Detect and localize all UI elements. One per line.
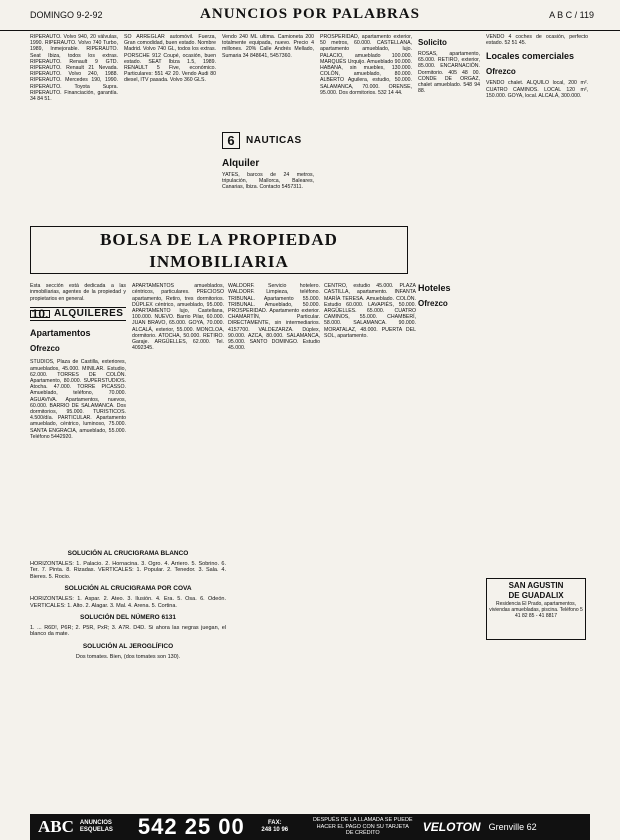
solicito-heading: Solicito [418,38,447,47]
ad-text: Vendo 240 ML ultima. Camioneta 200 totalmente equipada, nuevo. Precio 4 millones. 20% Calle Andrés Mellado, Sumaria 34 848641, 5457360. [222,34,314,59]
section-number: 6 [222,132,240,149]
classified-column [418,278,480,738]
locales-heading: Locales comerciales [486,51,575,62]
ad-text: CENTRO, estudio 45.000. PLAZA CASTILLA, apartamento. INFANTA MARÍA TERESA. Amueblado. COLÓN. Estudio 60.000. LAVAPIÉS, 50.000. ARGÜELLES. 65.000. CUATRO CAMINOS, 55.000. CHAMBERÍ, 58.000. SALAMANCA. 90.000. MORATALAZ, 48.000. PUERTA DEL SOL, apartamento. [324,283,416,339]
alquiler-heading: Alquiler [222,158,260,169]
solution-text: HORIZONTALES: 1. Aspar. 2. Ateo. 3. Ilusión. 4. Era. 5. Osa. 6. Odeón. VERTICALES: 1. Alto. 2. Alagar. 3. Mal. 4. Arena. 5. Cortina. [30,595,226,609]
footer-banner [30,814,590,840]
ad-text: RIPERAUTO. Volvo 940, 20 válvulas, 1990. RIPERAUTO. Volvo 740 Turbo, 1989, Inmejorable. RIPERAUTO. Seat Ibiza, todos los extras. RIPERAUTO. Renault 9 GTD. RIPERAUTO. Renault 21 Nevada. RIPERAUTO. Volvo 240, 1988. RIPERAUTO. Mercedes 190, 1990. RIPERAUTO. Toyota Supra. RIPERAUTO. Financiación, garantía. 34 84 51. [30,34,118,103]
solution-title: SOLUCIÓN DEL NÚMERO 6131 [80,614,176,622]
fax-number: 248 10 96 [261,827,289,833]
footer-label: ANUNCIOS ESQUELAS [79,820,113,833]
classified-column [418,34,480,220]
solution-title: SOLUCIÓN AL CRUCIGRAMA POR COVA [64,585,192,593]
brand-text: Grenville 62 [488,822,537,832]
section-number: 10. [31,306,49,321]
section-label: NAUTICAS [246,134,302,146]
ad-text: PROSPERIDAD, apartamento exterior, 50 metros, 60.000. CASTELLANA, apartamento amueblado, lujo. PALACIO, amueblado 100.000. MARQUÉS Urquijo. Amueblado 90.000. HABANA, sin muebles, 130.000. COLÓN, amueblado, 80.000. ALBERTO Aguilera, estudio, 50.000. SALAMANCA, 70.000. ORENSE, 95.000. Dos dormitorios. 532 14 44. [320,34,412,96]
classified-column [30,34,118,220]
fax-label: FAX: [267,820,282,826]
solution-title: SOLUCIÓN AL JEROGLÍFICO [82,642,174,650]
classified-column [320,34,412,224]
footer-note: DESPUÉS DE LA LLAMADA SE PUEDE HACER EL PAGO CON SU TARJETA DE CRÉDITO [312,817,413,837]
apartamentos-heading: Apartamentos [30,328,91,339]
ad-text: APARTAMENTOS amueblados, céntricos, particulares. PRECIOSO apartamento, Retiro, tres dormitorios. DÚPLEX céntrico, amueblado, 95.000. APARTAMENTO lujo, Castellana, 100.000. NUEVO. Barrio Pilar, 60.000. JUAN BRAVO, 65.000. GOYA, 70.000. ALCALÁ, exterior, 55.000. MONCLOA, dormitorio. ATOCHA, 50.000. RETIRO. Garaje. ARGÜELLES, 62.000. Tel. 4092345. [132,283,224,352]
solution-text: HORIZONTALES: 1. Palacio. 2. Hornacina. 3. Ogro. 4. Arriero. 5. Sobrino. 6. Ter. 7. Pinta. 8. Rizadas. VERTICALES: 1. Popular. 2. Tenedor. 3. Sala. 4. Bieres. 5. Rocio. [30,560,226,580]
ad-title: SAN AGUSTIN [508,581,564,590]
ad-text: SO ARREGLAR automóvil. Fuerza, Gran comodidad, buen estado. Nombre Madrid. Volvo 740 GL, todos los extras. PORSCHE 912 Coupé, ocasión, buen estado. SEAT Ibiza 1.5, 1989. RENAULT 5 Five, económico. Particulares: 551 42 20. Vendo Audi 80 diesel, ITV pasada. Volvo 360 GLS. [124,34,216,84]
abc-logo: ABC [38,817,74,836]
ad-text: VENDO 4 coches de ocasión, perfecto estado. 52 51 45. [486,34,588,47]
banner-line: INMOBILIARIA [149,252,289,271]
section-label: ALQUILERES [54,307,124,319]
section-title: ANUNCIOS POR PALABRAS [200,6,420,22]
footer-fax [255,820,295,834]
brand-logo: VELOTON [422,820,481,834]
bolsa-propiedad-banner [30,226,408,274]
ad-text: WALDORF. Servicio hotelero. WALDORF. Limpieza, teléfono. TRIBUNAL. Apartamento 55.000. TRIBUNAL. Amueblado, 50.000. PROSPERIDAD. Apartamento exterior. CHAMARTÍN, Particular. DIRECTAMENTE, sin intermediarios. 4157700. VALDEZARZA. Dúplex, 90.000. AZCA, 80.000. SALAMANCA, 95.000. SANTO DOMINGO. Estudio 45.000. [228,283,320,352]
ad-text: Residencia El Prado, apartamentos, viviendas amuebladas, piscina. Teléfono 5 41 82 85 - 41 8817 [489,601,583,619]
footer-phone: 542 25 00 [137,814,245,839]
intro-text: Esta sección está dedicada a las inmobiliarias, agentes de la propiedad y propietarios en general. [30,283,126,302]
solution-text: Dos tomates. Bien, (dos tomates son 130). [75,653,181,660]
alquileres-section-header [30,307,126,321]
ad-text: ROSAS, apartamento, 65.000. RETIRO, exterior, 85.000. ENCARNACIÓN. Dormitorio. 405 48 00. CONDE DE ORGAZ, chalet amueblado. 548 94 88. [418,51,480,95]
ofrezco-heading: Ofrezco [30,344,60,354]
ad-text: VENDO chalet. ALQUILO local, 200 m². CUATRO CAMINOS. LOCAL 120 m², 150.000. GOYA, local. ALCALÁ, 300.000. [486,80,588,99]
ofrezco-heading: Ofrezco [418,299,448,308]
page-number: A B C / 119 [549,10,594,20]
ad-text: STUDIOS, Plaza de Castilla, exteriores, amueblados, 45.000. MINILAR. Estudio, 62.000. TORRES DE COLÓN. Apartamento, 80.000. SUPERSTUDIOS. Atocha. 47.000. TORRE PICASSO. Amueblado, teléfono, 70.000. AGUAVIVA. Apartamentos, nuevos, 60.000. BARRIO DE SALAMANCA. Dos dormitorios, 95.000. TURISTICOS. 4.500/día. PARTICULAR. Apartamento amueblado, céntrico, luminoso, 75.000. SANTA ENGRACIA, amueblado, 55.000. Teléfono 5442920. [30,359,126,440]
classified-column [324,278,416,738]
issue-date: DOMINGO 9-2-92 [30,10,103,20]
ofrezco-heading: Ofrezco [486,67,516,77]
solution-title: SOLUCIÓN AL CRUCIGRAMA BLANCO [67,550,189,557]
ad-text: YATES, barcos de 24 metros, tripulación, Mallorca, Baleares, Canarias, Ibiza. Contacto 5457311. [222,172,314,191]
san-agustin-ad [486,578,586,640]
page-header [0,0,620,31]
solution-text: 1. ... R6D!, P6R; 2. P5R, PxR; 3. A7R. D4D. Si ahora las negras juegan, el blanco da mate. [30,624,226,638]
puzzle-solutions [30,545,226,810]
classified-column [124,34,216,220]
nauticas-section-header [222,130,314,150]
ad-title: DE GUADALIX [508,591,564,600]
hoteles-heading: Hoteles [418,283,451,293]
banner-line: BOLSA DE LA PROPIEDAD [100,230,338,249]
classified-column [486,34,588,822]
classified-column [228,278,320,738]
classified-column [222,34,314,134]
